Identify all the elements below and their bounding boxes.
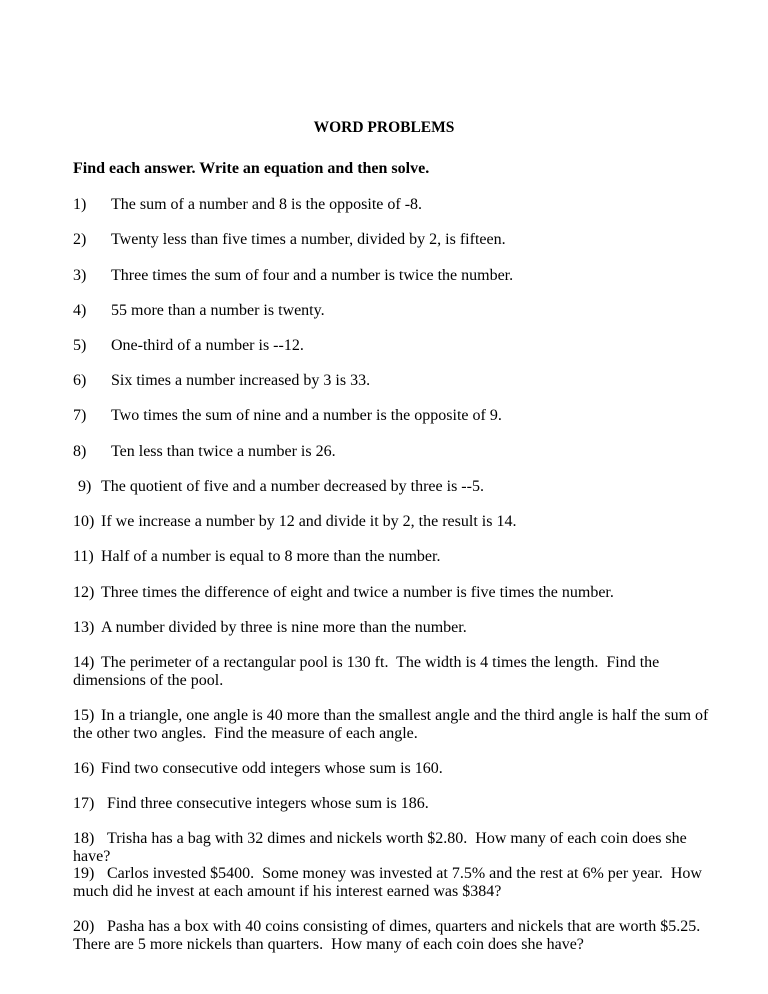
problem-number: 19) [73, 865, 95, 882]
problem-text: If we increase a number by 12 and divide it by 2, the result is 14. [101, 513, 517, 530]
problem-text: Half of a number is equal to 8 more than the number. [101, 548, 441, 565]
problem-text: Carlos invested $5400. Some money was invested at 7.5% and the rest at 6% per year. How much did he invest at each amount if his interest earned was $384? [73, 865, 702, 900]
problem-17 [73, 795, 713, 813]
problem-text: In a triangle, one angle is 40 more than the smallest angle and the third angle is half the sum of the other two angles. Find the measure of each angle. [73, 707, 709, 742]
problem-15 [73, 707, 713, 743]
problem-text: The quotient of five and a number decreased by three is --5. [101, 478, 484, 495]
problem-number: 3) [73, 267, 87, 284]
problem-text: Twenty less than five times a number, divided by 2, is fifteen. [111, 231, 506, 248]
problem-number: 18) [73, 830, 95, 847]
problem-4 [73, 302, 713, 320]
problem-number: 17) [73, 795, 95, 812]
problem-12 [73, 584, 713, 602]
problem-number: 6) [73, 372, 87, 389]
problem-text: The perimeter of a rectangular pool is 130 ft. The width is 4 times the length. Find the dimensions of the pool. [73, 654, 660, 689]
problem-text: Six times a number increased by 3 is 33. [111, 372, 371, 389]
problem-text: One-third of a number is --12. [111, 337, 304, 354]
problem-text: Trisha has a bag with 32 dimes and nickels worth $2.80. How many of each coin does she have? [73, 830, 691, 865]
problem-8 [73, 443, 713, 461]
problem-3 [73, 267, 713, 285]
problem-number: 7) [73, 407, 87, 424]
problem-10 [73, 513, 713, 531]
problem-number: 10) [73, 513, 95, 530]
problem-16 [73, 760, 713, 778]
problem-1 [73, 196, 713, 214]
problem-text: Three times the sum of four and a number is twice the number. [111, 267, 514, 284]
problem-20 [73, 918, 713, 954]
problem-19 [73, 865, 713, 901]
problem-text: The sum of a number and 8 is the opposite of -8. [111, 196, 423, 213]
problem-18 [73, 830, 713, 866]
problem-number: 9) [78, 478, 92, 495]
problem-11 [73, 548, 713, 566]
instructions: Find each answer. Write an equation and then solve. [73, 160, 430, 177]
problem-text: 55 more than a number is twenty. [111, 302, 325, 319]
problem-number: 15) [73, 707, 95, 724]
problem-number: 11) [73, 548, 94, 565]
problem-number: 16) [73, 760, 95, 777]
document-title: WORD PROBLEMS [313, 119, 455, 136]
problem-2 [73, 231, 713, 249]
problem-text: A number divided by three is nine more than the number. [101, 619, 467, 636]
problem-text: Find three consecutive integers whose sum is 186. [107, 795, 429, 812]
problem-number: 12) [73, 584, 95, 601]
problem-text: Pasha has a box with 40 coins consisting of dimes, quarters and nickels that are worth $5.25. There are 5 more nickels than quarters. How many of each coin does she have? [73, 918, 701, 953]
problem-number: 13) [73, 619, 95, 636]
problem-text: Two times the sum of nine and a number is the opposite of 9. [111, 407, 502, 424]
problem-14 [73, 654, 713, 690]
problem-number: 8) [73, 443, 87, 460]
problem-9 [78, 478, 718, 496]
problem-5 [73, 337, 713, 355]
problem-6 [73, 372, 713, 390]
problem-number: 20) [73, 918, 95, 935]
problem-text: Ten less than twice a number is 26. [111, 443, 336, 460]
problem-number: 5) [73, 337, 87, 354]
problem-text: Three times the difference of eight and twice a number is five times the number. [101, 584, 614, 601]
problem-7 [73, 407, 713, 425]
problem-number: 14) [73, 654, 95, 671]
problem-text: Find two consecutive odd integers whose sum is 160. [101, 760, 443, 777]
problem-13 [73, 619, 713, 637]
problem-number: 1) [73, 196, 87, 213]
problem-number: 4) [73, 302, 87, 319]
problem-number: 2) [73, 231, 87, 248]
